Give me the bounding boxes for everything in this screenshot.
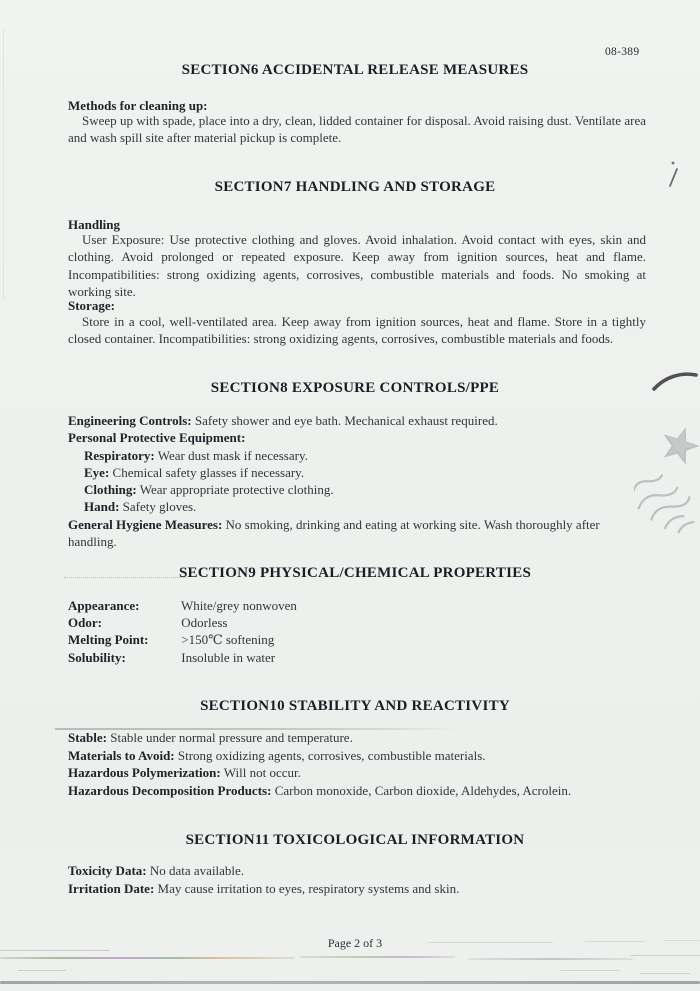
section9-heading: SECTION9 PHYSICAL/CHEMICAL PROPERTIES: [178, 565, 532, 581]
page-number: Page 2 of 3: [327, 936, 383, 950]
stable-label: Stable:: [68, 730, 107, 745]
faint-dotted-line: [64, 577, 186, 578]
stamp-scribble-icon: [634, 462, 700, 546]
scan-streak: [428, 942, 553, 943]
odor-label: Odor:: [68, 615, 102, 631]
line-irritation: [68, 880, 646, 898]
section8-body: [68, 412, 646, 550]
property-row-appearance: [68, 597, 646, 614]
odor-value: Odorless: [181, 615, 228, 631]
line-hazardous-decomposition: [68, 782, 646, 800]
eye-label: Eye:: [84, 464, 110, 480]
line-hazardous-polymerization: [68, 764, 646, 782]
section7-storage-label: [68, 297, 646, 314]
engineering-controls-text: Safety shower and eye bath. Mechanical exhaust required.: [194, 413, 498, 428]
solubility-value: Insoluble in water: [181, 649, 276, 665]
line-stable: [68, 729, 646, 747]
line-respiratory: [68, 447, 646, 464]
section10-body: [68, 729, 646, 800]
line-materials-to-avoid: [68, 747, 646, 765]
methods-label: Methods for cleaning up:: [68, 98, 208, 113]
hazardous-polymerization-label: Hazardous Polymerization:: [68, 765, 221, 781]
line-eye: [68, 464, 646, 481]
section7-storage-text: Store in a cool, well-ventilated area. Keep away from ignition sources, heat and flame. Store in a tightly closed container. Incompatibilities: strong oxidizing agents, corrosives, combustible materials and foods.: [68, 314, 646, 347]
melting-point-value: >150℃ softening: [181, 632, 275, 648]
scan-dash: [18, 970, 66, 971]
property-row-solubility: [68, 649, 646, 666]
scan-streak: [0, 950, 110, 951]
scan-streak: [585, 941, 645, 942]
respiratory-text: Wear dust mask if necessary.: [157, 447, 308, 463]
document-number: 08-389: [605, 46, 640, 58]
line-general-hygiene: [68, 516, 646, 551]
solubility-label: Solubility:: [68, 649, 126, 665]
scan-streak-color: [300, 956, 455, 958]
pen-tick-mark-icon: [664, 155, 686, 191]
ppe-label: Personal Protective Equipment:: [68, 430, 246, 446]
section6-methods-text: Sweep up with spade, place into a dry, clean, lidded container for disposal. Avoid raising dust. Ventilate area and wash spill site after material pickup is complete.: [68, 113, 646, 146]
hand-label: Hand:: [84, 499, 120, 515]
respiratory-label: Respiratory:: [84, 447, 155, 463]
clothing-label: Clothing:: [84, 482, 137, 498]
irritation-text: May cause irritation to eyes, respiratory systems and skin.: [157, 881, 460, 896]
general-hygiene-label: General Hygiene Measures:: [68, 516, 223, 532]
toxicity-data-text: No data available.: [149, 863, 245, 878]
stable-text: Stable under normal pressure and temperature.: [110, 730, 353, 745]
property-row-odor: [68, 614, 646, 631]
hazardous-decomposition-label: Hazardous Decomposition Products:: [68, 783, 272, 799]
scan-streak: [663, 940, 700, 941]
irritation-label: Irritation Date:: [68, 881, 155, 896]
line-toxicity-data: [68, 862, 646, 880]
scan-dash: [560, 970, 620, 971]
toxicity-data-label: Toxicity Data:: [68, 863, 147, 878]
hand-text: Safety gloves.: [122, 499, 197, 515]
line-hand: [68, 498, 646, 515]
line-ppe: [68, 429, 646, 446]
hazardous-decomposition-text: Carbon monoxide, Carbon dioxide, Aldehydes, Acrolein.: [274, 783, 572, 799]
section9-properties-table: [68, 597, 646, 666]
section8-heading: SECTION8 EXPOSURE CONTROLS/PPE: [210, 380, 500, 396]
page-edge-crease: [3, 30, 4, 300]
melting-point-label: Melting Point:: [68, 632, 149, 648]
appearance-label: Appearance:: [68, 598, 140, 613]
appearance-value: White/grey nonwoven: [181, 598, 297, 613]
section7-handling-text: User Exposure: Use protective clothing and gloves. Avoid inhalation. Avoid contact with eyes, skin and clothing. Avoid prolonged or repeated exposure. Keep away from ignition sources, heat and flame. Incompatibilities: strong oxidizing agents, corrosives, combustible materials and foods. No smoking at working site.: [68, 232, 646, 300]
engineering-controls-label: Engineering Controls:: [68, 413, 192, 428]
line-engineering-controls: [68, 412, 646, 429]
handling-label: Handling: [68, 217, 121, 232]
section6-heading: SECTION6 ACCIDENTAL RELEASE MEASURES: [181, 62, 529, 78]
scan-streak-color: [0, 957, 295, 959]
scan-edge-band: [0, 981, 700, 984]
scan-streak: [468, 958, 633, 960]
section11-heading: SECTION11 TOXICOLOGICAL INFORMATION: [185, 832, 525, 848]
materials-to-avoid-text: Strong oxidizing agents, corrosives, combustible materials.: [177, 747, 486, 763]
pen-stroke-icon: [650, 368, 700, 396]
section7-heading: SECTION7 HANDLING AND STORAGE: [214, 179, 496, 195]
storage-label: Storage:: [68, 298, 115, 313]
line-clothing: [68, 481, 646, 498]
clothing-text: Wear appropriate protective clothing.: [139, 482, 334, 498]
scan-dash: [640, 973, 690, 974]
eye-text: Chemical safety glasses if necessary.: [112, 464, 305, 480]
hazardous-polymerization-text: Will not occur.: [223, 765, 301, 781]
property-row-melting-point: [68, 631, 646, 648]
general-hygiene-text: No smoking, drinking and eating at working site. Wash thoroughly after handling.: [68, 516, 600, 550]
section10-heading: SECTION10 STABILITY AND REACTIVITY: [200, 698, 510, 714]
section11-body: [68, 862, 646, 898]
materials-to-avoid-label: Materials to Avoid:: [68, 747, 175, 763]
scan-streak: [630, 955, 700, 956]
